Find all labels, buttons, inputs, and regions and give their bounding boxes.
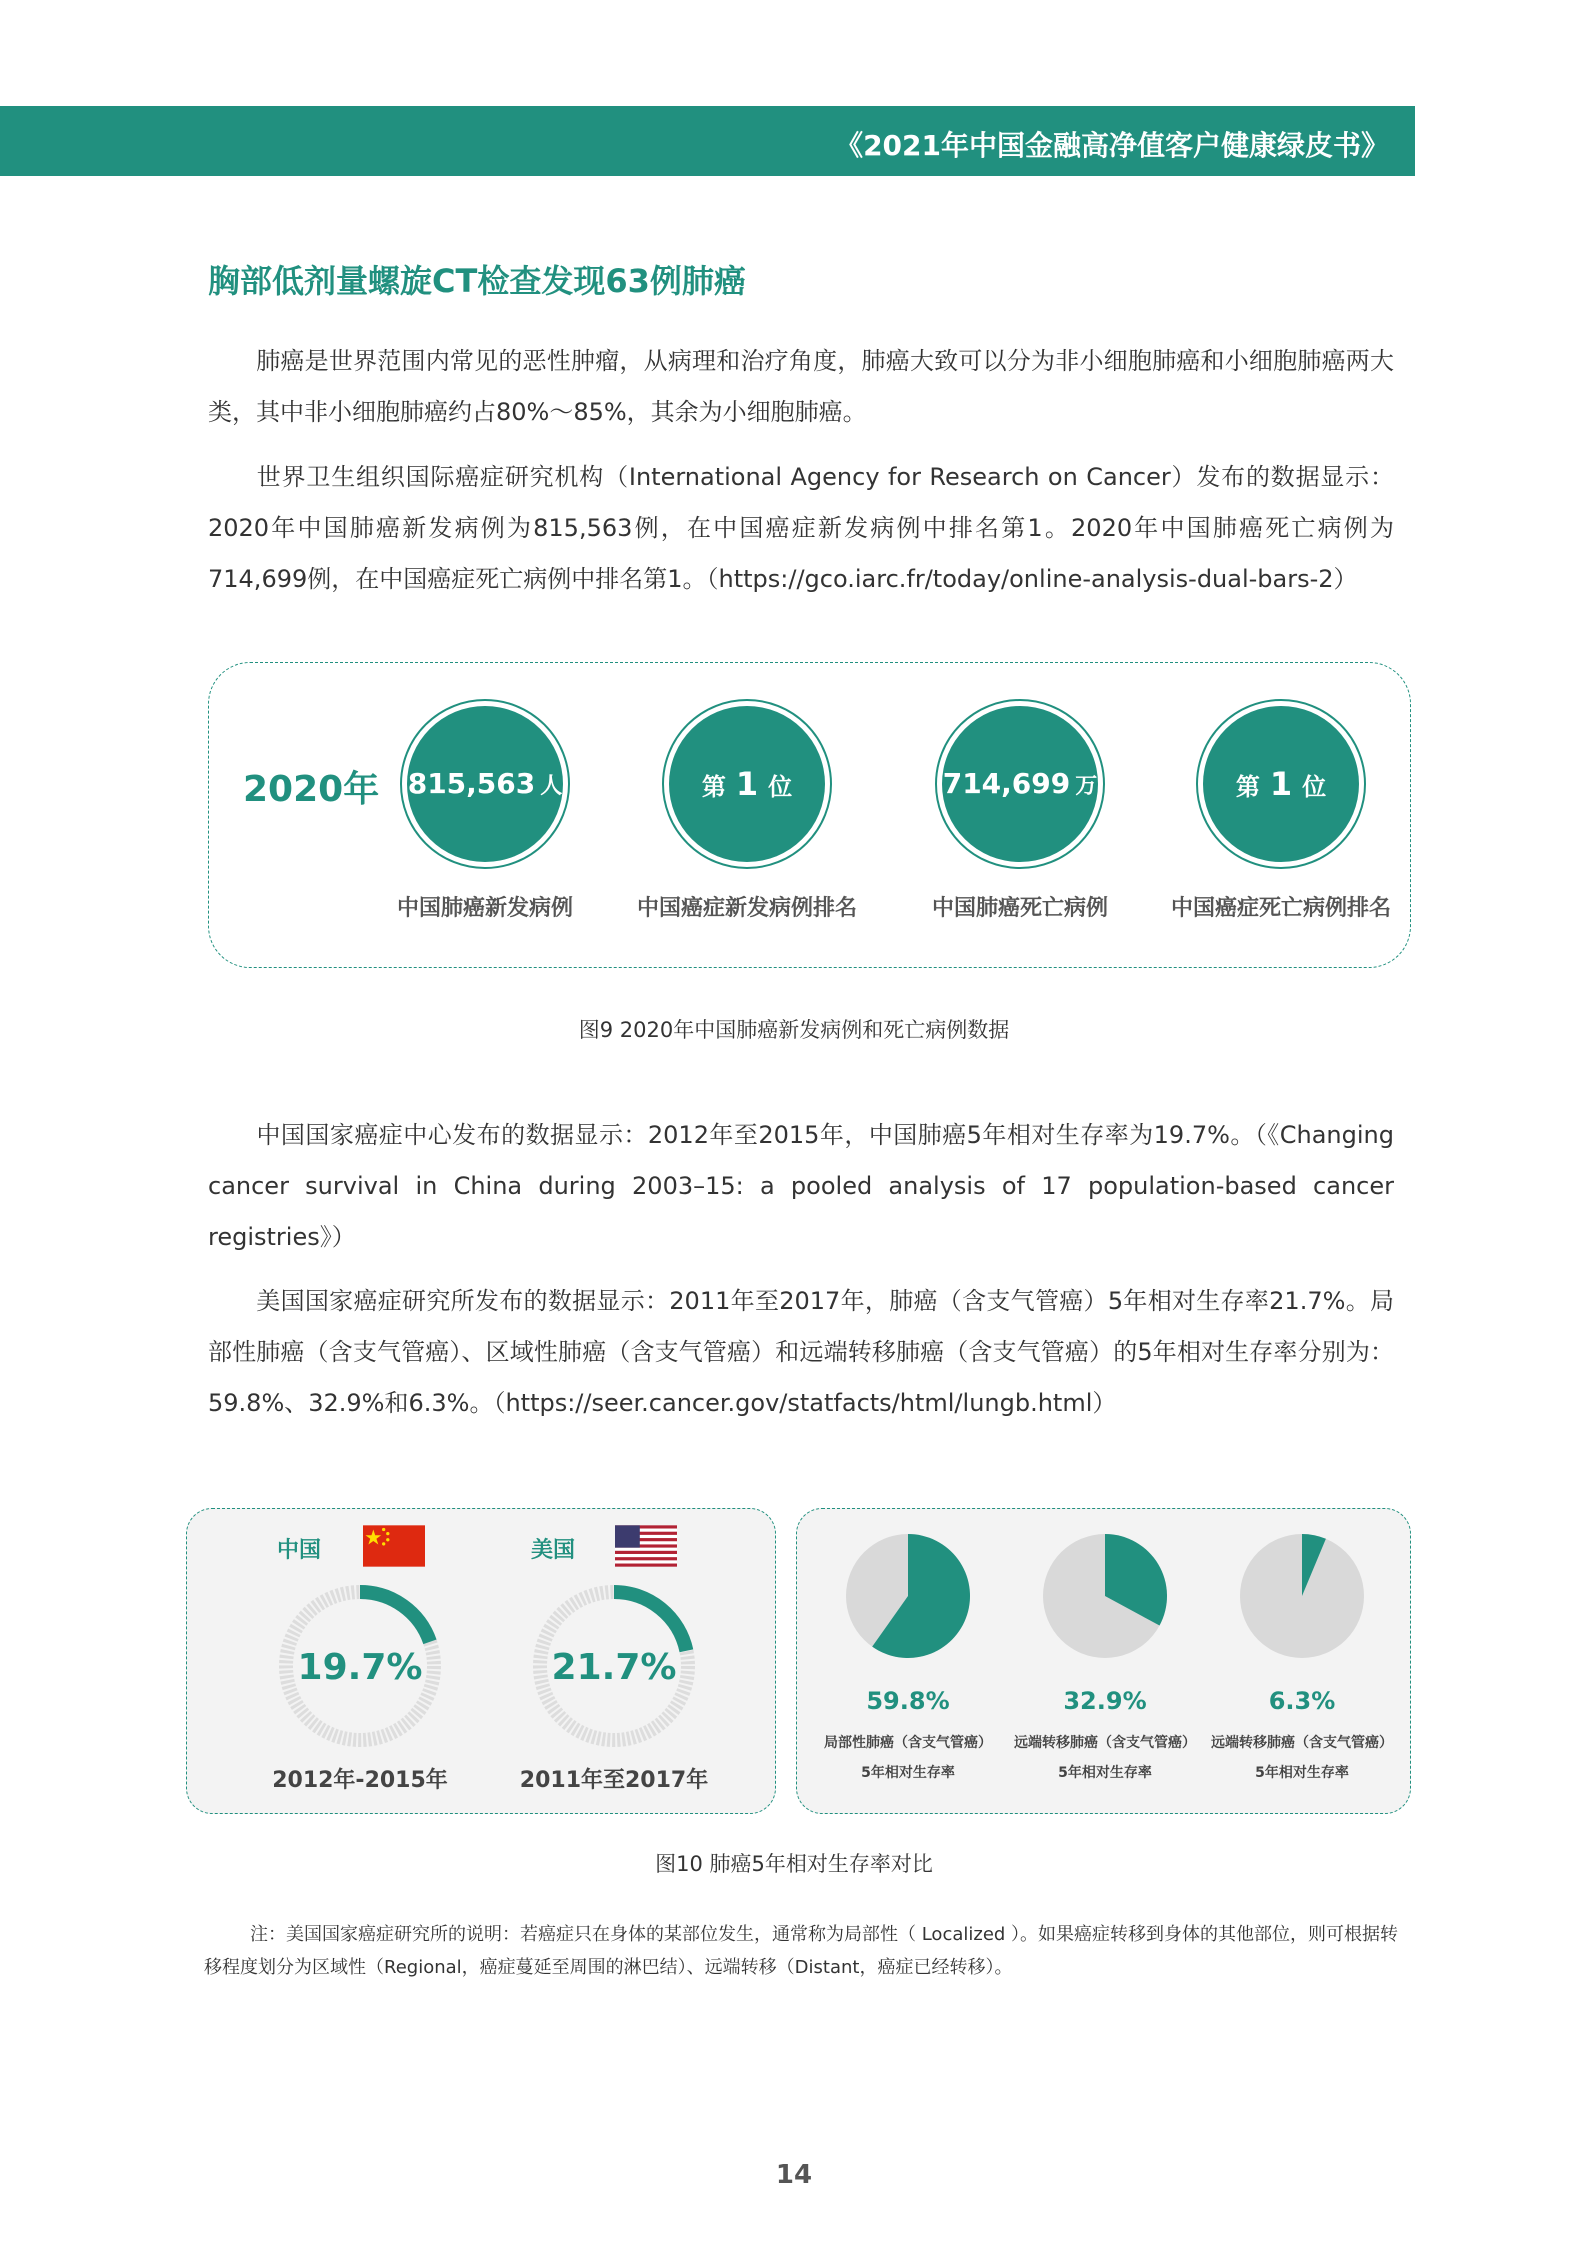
rank-unit: 位 [768,773,793,801]
usa-survival-value: 21.7% [551,1647,677,1688]
regional-survival-label: 远端转移肺癌（含支气管癌） 5年相对生存率 [1014,1735,1196,1781]
regional-survival-value: 32.9% [1063,1687,1147,1715]
usa-period-label: 2011年至2017年 [519,1768,709,1793]
stat-value: 815,563 [407,767,536,800]
rank-unit: 位 [1302,773,1327,801]
stat-value: 714,699 [942,767,1071,800]
paragraph-lung-cancer-types: 肺癌是世界范围内常见的恶性肿瘤，从病理和治疗角度，肺癌大致可以分为非小细胞肺癌和小细胞肺癌两大类，其中非小细胞肺癌约占80%～85%，其余为小细胞肺癌。 [208,347,1394,426]
distant-survival-value: 6.3% [1268,1687,1336,1715]
paragraph-us-survival: 美国国家癌症研究所发布的数据显示：2011年至2017年，肺癌（含支气管癌）5年相对生存率21.7%。局部性肺癌（含支气管癌）、区域性肺癌（含支气管癌）和远端转移肺癌（含支气管癌）的5年相对生存率分别为：59.8%、32.9%和6.3%。（https://seer.cancer.gov/statfacts/html/lungb.html） [208,1287,1394,1417]
figure10-country-panel [186,1508,776,1814]
stat-label-new-cases: 中国肺癌新发病例 [396,896,573,921]
survival-arc [360,1592,430,1642]
document-title: 《2021年中国金融高净值客户健康绿皮书》 [835,129,1389,162]
stat-circle-deaths-rank [1196,699,1366,869]
usa-flag-icon [615,1525,677,1567]
page-number: 14 [775,2160,813,2190]
distant-survival-pie [1239,1533,1365,1659]
stat-label-deaths-rank: 中国癌症死亡病例排名 [1170,896,1391,921]
paragraph-iarc-data: 世界卫生组织国际癌症研究机构（International Agency for Research on Cancer）发布的数据显示：2020年中国肺癌新发病例为815,563例，在中国癌症新发病例中排名第1。2020年中国肺癌死亡病例为714,699例，在中国癌症死亡病例中排名第1。（https://gco.iarc.fr/today/online-analysis-dual-bars-2） [208,463,1394,593]
stat-circle-new-cases-rank [662,699,832,869]
figure10-stage-panel [796,1508,1411,1814]
localized-survival-label: 局部性肺癌（含支气管癌） 5年相对生存率 [824,1735,992,1781]
localized-survival-pie [845,1533,971,1659]
header-band [0,106,1415,176]
footnote: 注：美国国家癌症研究所的说明：若癌症只在身体的某部位发生，通常称为局部性（ Localized ）。如果癌症转移到身体的其他部位，则可根据转移程度划分为区域性（Regional，癌症蔓延至周围的淋巴结）、远端转移（Distant，癌症已经转移）。 [204,1924,1399,1978]
rank-value: 1 [1269,765,1293,803]
stat-label-deaths: 中国肺癌死亡病例 [931,896,1108,921]
rank-value: 1 [735,765,759,803]
china-flag-icon [363,1525,425,1567]
paragraph-china-survival: 中国国家癌症中心发布的数据显示：2012年至2015年，中国肺癌5年相对生存率为19.7%。（《Changing cancer survival in China during 2003–15: a pooled analysis of 17 population-based cancer registries》） [208,1121,1394,1251]
figure10-caption: 图10 肺癌5年相对生存率对比 [655,1852,933,1876]
stat-label-new-cases-rank: 中国癌症新发病例排名 [636,896,857,921]
survival-arc [614,1592,686,1651]
stat-unit: 人 [540,774,563,799]
section-title: 胸部低剂量螺旋CT检查发现63例肺癌 [208,262,746,300]
stat-circle-deaths [935,699,1105,869]
country-name-usa: 美国 [531,1538,576,1563]
figure9-caption: 图9 2020年中国肺癌新发病例和死亡病例数据 [578,1018,1010,1042]
distant-survival-label: 远端转移肺癌（含支气管癌） 5年相对生存率 [1211,1735,1393,1781]
localized-survival-value: 59.8% [866,1687,950,1715]
china-period-label: 2012年-2015年 [272,1768,448,1793]
rank-prefix: 第 [701,773,726,801]
country-name-china: 中国 [277,1538,322,1563]
stat-circle-new-cases [400,699,570,869]
stat-unit: 万 [1075,774,1098,799]
stats-year: 2020年 [243,769,380,810]
regional-survival-pie [1042,1533,1168,1659]
china-survival-value: 19.7% [297,1647,423,1688]
rank-prefix: 第 [1235,773,1260,801]
figure9-stats-box [208,662,1411,968]
